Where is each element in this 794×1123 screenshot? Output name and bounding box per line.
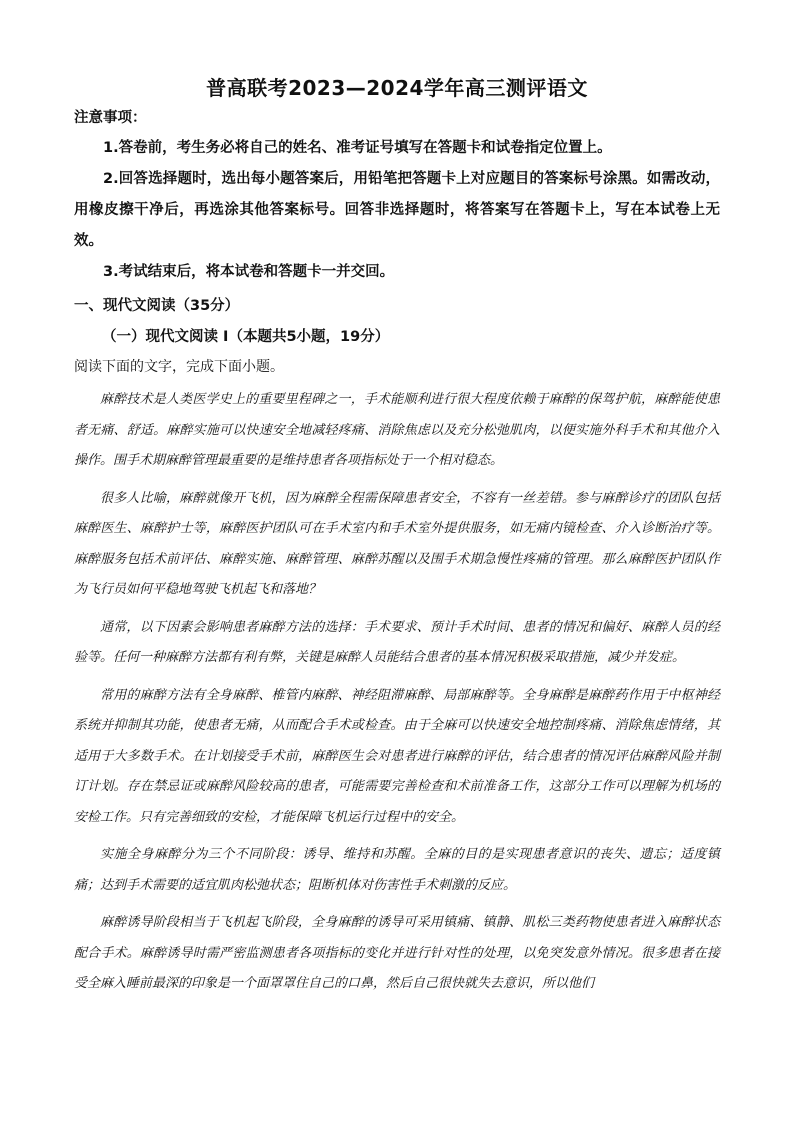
section-heading: 一、现代文阅读（35分） [74, 298, 240, 314]
notice-section [74, 108, 720, 128]
passage-paragraph: 麻醉技术是人类医学史上的重要里程碑之一，手术能顺利进行很大程度依赖于麻醉的保驾护航，麻醉能使患者无痛、舒适。麻醉实施可以快速安全地减轻疼痛、消除焦虑以及充分松弛肌肉，以便实施外科手术和其他介入操作。围手术期麻醉管理最重要的是维持患者各项指标处于一个相对稳态。 [74, 392, 720, 468]
section-heading-block [74, 296, 720, 316]
notice-item-1: 1.答卷前，考生务必将自己的姓名、准考证号填写在答题卡和试卷指定位置上。 [103, 140, 612, 156]
instruction-block [74, 357, 720, 377]
notice-item-2: 2.回答选择题时，选出每小题答案后，用铅笔把答题卡上对应题目的答案标号涂黑。如需改动，用橡皮擦干净后，再选涂其他答案标号。回答非选择题时，将答案写在答题卡上，写在本试卷上无效。 [74, 171, 720, 249]
passage-paragraph: 实施全身麻醉分为三个不同阶段：诱导、维持和苏醒。全麻的目的是实现患者意识的丧失、遗忘；适度镇痛；达到手术需要的适宜肌肉松弛状态；阻断机体对伤害性手术刺激的反应。 [74, 847, 720, 893]
reading-instruction: 阅读下面的文字，完成下面小题。 [74, 359, 284, 375]
passage-paragraph: 很多人比喻，麻醉就像开飞机，因为麻醉全程需保障患者安全，不容有一丝差错。参与麻醉诊疗的团队包括麻醉医生、麻醉护士等，麻醉医护团队可在手术室内和手术室外提供服务，如无痛内镜检查、介入诊断治疗等。麻醉服务包括术前评估、麻醉实施、麻醉管理、麻醉苏醒以及围手术期急慢性疼痛的管理。那么麻醉医护团队作为飞行员如何平稳地驾驶飞机起飞和落地？ [74, 490, 720, 597]
subsection-heading-block [74, 327, 720, 347]
notice-heading: 注意事项： [74, 110, 147, 126]
reading-passage [74, 385, 720, 1007]
notice-item-3: 3.考试结束后，将本试卷和答题卡一并交回。 [103, 264, 395, 280]
passage-paragraph: 麻醉诱导阶段相当于飞机起飞阶段，全身麻醉的诱导可采用镇痛、镇静、肌松三类药物使患者进入麻醉状态配合手术。麻醉诱导时需严密监测患者各项指标的变化并进行针对性的处理，以免突发意外情况。很多患者在接受全麻入睡前最深的印象是一个面罩罩住自己的口鼻，然后自己很快就失去意识，所以他们 [74, 915, 720, 991]
notice-list [74, 133, 720, 288]
passage-paragraph: 通常，以下因素会影响患者麻醉方法的选择：手术要求、预计手术时间、患者的情况和偏好、麻醉人员的经验等。任何一种麻醉方法都有利有弊，关键是麻醉人员能结合患者的基本情况积极采取措施，减少并发症。 [74, 619, 720, 665]
page-title: 普高联考2023—2024学年高三测评语文 [206, 76, 588, 100]
subsection-heading: （一）现代文阅读 I（本题共5小题，19分） [102, 329, 390, 345]
passage-paragraph: 常用的麻醉方法有全身麻醉、椎管内麻醉、神经阻滞麻醉、局部麻醉等。全身麻醉是麻醉药作用于中枢神经系统并抑制其功能，使患者无痛，从而配合手术或检查。由于全麻可以快速安全地控制疼痛、消除焦虑情绪，其适用于大多数手术。在计划接受手术前，麻醉医生会对患者进行麻醉的评估，结合患者的情况评估麻醉风险并制订计划。存在禁忌证或麻醉风险较高的患者，可能需要完善检查和术前准备工作，这部分工作可以理解为机场的安检工作。只有完善细致的安检，才能保障飞机运行过程中的安全。 [74, 687, 720, 825]
